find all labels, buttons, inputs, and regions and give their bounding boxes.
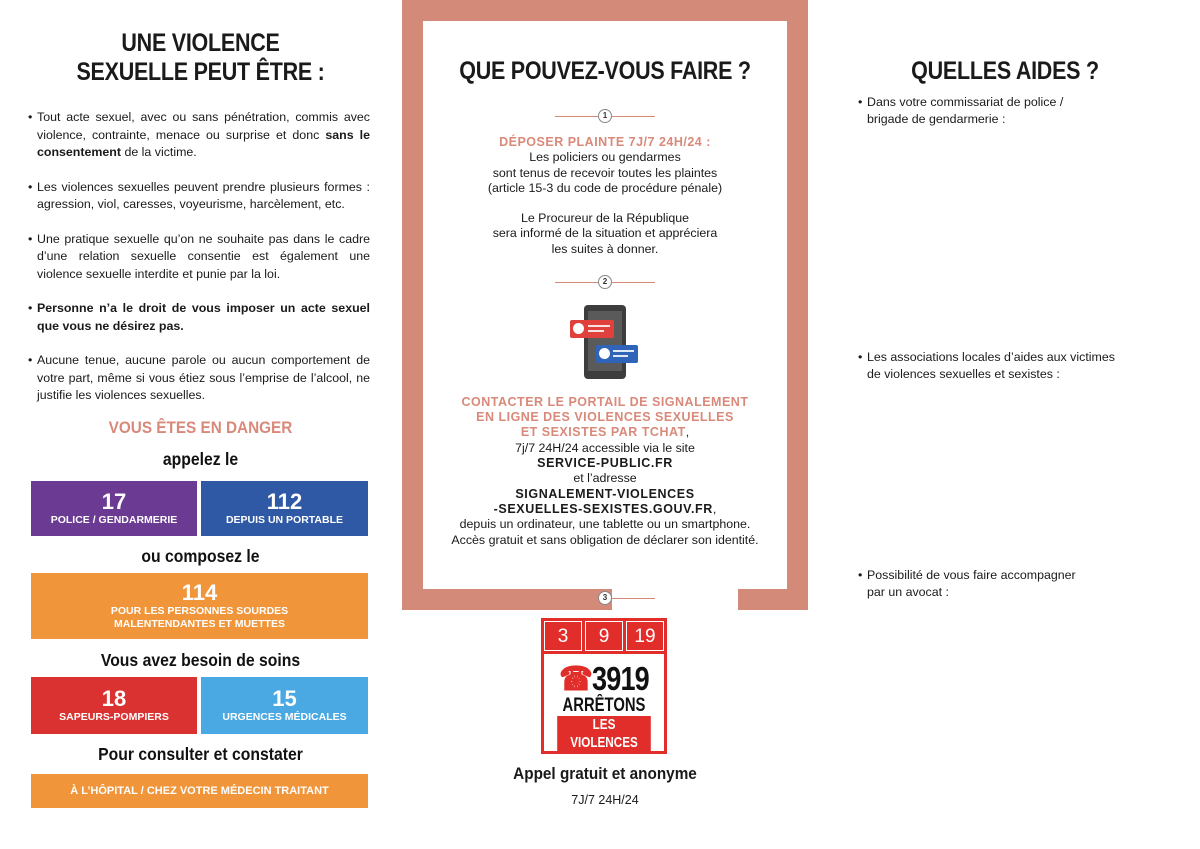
logo-3919 <box>541 618 667 754</box>
step1-text: Le Procureur de la République <box>520 210 690 225</box>
tile-label: POUR LES PERSONNES SOURDES <box>110 605 289 617</box>
step1-text: (article 15-3 du code de procédure pénale) <box>487 181 723 195</box>
step2-heading: EN LIGNE DES VIOLENCES SEXUELLES <box>476 410 734 424</box>
punctuation: , <box>712 501 717 516</box>
tile-number: 112 <box>266 489 303 514</box>
tile-police-17[interactable] <box>31 481 197 536</box>
list-item: • Une pratique sexuelle qu’on ne souhaite pas dans le cadre d’une relation sexuelle consentie est également une violence sexuelle interdite et punie par la loi. <box>28 231 370 284</box>
step1-block <box>423 135 787 257</box>
step1-text: les suites à donner. <box>551 241 659 256</box>
help-text: de violences sexuelles et sexistes : <box>867 367 1060 381</box>
step2-text: Accès gratuit et sans obligation de déclarer son identité. <box>451 532 759 547</box>
step-marker-1 <box>555 109 655 123</box>
logo-slogan: ARRÊTONS <box>562 695 646 716</box>
logo-number-text: 3919 <box>591 660 649 697</box>
list-item: • Personne n’a le droit de vous imposer un acte sexuel que vous ne désirez pas. <box>28 300 370 335</box>
step-number: 1 <box>598 109 612 123</box>
middle-panel-title: QUE POUVEZ-VOUS FAIRE ? <box>459 57 751 85</box>
text-line <box>613 355 628 357</box>
address-link[interactable]: SIGNALEMENT-VIOLENCES <box>515 486 695 501</box>
smartphone-chat-icon <box>584 305 626 379</box>
avatar-icon <box>599 348 610 359</box>
tile-number: 18 <box>101 686 127 711</box>
call-label: appelez le <box>162 449 239 469</box>
consult-label: Pour consulter et constater <box>98 744 303 764</box>
chat-bubble-icon <box>570 320 614 338</box>
tile-label: SAPEURS-POMPIERS <box>59 711 169 723</box>
phone-icon: ☎ <box>559 660 592 697</box>
help-text: • Les associations locales d’aides aux victimes <box>867 350 1115 364</box>
logo-digit: 3 <box>544 621 582 651</box>
logo-digit: 19 <box>626 621 664 651</box>
left-panel-title <box>52 29 349 87</box>
step1-text: Les policiers ou gendarmes <box>529 150 681 164</box>
tile-mobile-112[interactable] <box>201 481 368 536</box>
free-call-label: Appel gratuit et anonyme <box>513 764 697 783</box>
list-item: • Tout acte sexuel, avec ou sans pénétration, commis avec violence, contrainte, menace ou surprise et donc sans le consentement de la victime. <box>28 109 370 162</box>
tile-number: 15 <box>272 686 297 711</box>
text-line <box>588 325 610 327</box>
address-link[interactable]: -SEXUELLES-SEXISTES.GOUV.FR <box>493 501 713 516</box>
step2-text: 7j/7 24H/24 accessible via le site <box>515 440 695 455</box>
compose-label: ou composez le <box>141 546 260 566</box>
tile-label: À L’HÔPITAL / CHEZ VOTRE MÉDECIN TRAITANT <box>70 784 329 797</box>
avatar-icon <box>573 323 584 334</box>
help-item-associations <box>858 349 1178 383</box>
logo-number <box>555 662 653 696</box>
step-marker-3 <box>555 591 655 605</box>
text-line <box>613 350 634 352</box>
spacer <box>423 197 787 211</box>
logo-slogan: LES VIOLENCES <box>557 716 651 752</box>
chat-bubble-icon <box>596 345 638 363</box>
step1-text: sera informé de la situation et appréciera <box>492 226 718 240</box>
step1-heading: DÉPOSER PLAINTE 7J/7 24H/24 : <box>499 135 711 149</box>
logo-body <box>544 654 664 751</box>
danger-heading: VOUS ÊTES EN DANGER <box>108 418 293 437</box>
step-marker-2 <box>555 275 655 289</box>
step2-heading: CONTACTER LE PORTAIL DE SIGNALEMENT <box>461 395 749 409</box>
logo-digit: 9 <box>585 621 623 651</box>
help-item-police <box>858 94 1178 128</box>
help-text: • Possibilité de vous faire accompagner <box>867 568 1076 582</box>
tile-label: URGENCES MÉDICALES <box>222 711 347 723</box>
definition-list <box>28 109 370 422</box>
care-label: Vous avez besoin de soins <box>100 650 301 670</box>
tile-number: 114 <box>181 580 218 605</box>
right-panel-title: QUELLES AIDES ? <box>911 57 1099 85</box>
help-text: brigade de gendarmerie : <box>867 112 1006 126</box>
text-line <box>588 330 604 332</box>
tile-hospital[interactable] <box>31 774 368 808</box>
tile-deaf-114[interactable] <box>31 573 368 639</box>
step1-text: sont tenus de recevoir toutes les plaintes <box>492 165 718 180</box>
logo-digits <box>544 621 664 651</box>
help-item-lawyer <box>858 567 1178 601</box>
help-text: par un avocat : <box>867 585 949 599</box>
step-number: 3 <box>598 591 612 605</box>
step2-block <box>423 395 787 548</box>
hours-label: 7J/7 24H/24 <box>571 793 639 807</box>
site-link[interactable]: SERVICE-PUBLIC.FR <box>537 456 673 470</box>
list-item: • Aucune tenue, aucune parole ou aucun comportement de votre part, même si vous étiez sous l’emprise de l’alcool, ne justifie les violences sexuelles. <box>28 352 370 405</box>
tile-firefighters-18[interactable] <box>31 677 197 734</box>
step2-heading: ET SEXISTES PAR TCHAT <box>520 425 686 439</box>
help-text: • Dans votre commissariat de police / <box>867 95 1064 109</box>
tile-label: DEPUIS UN PORTABLE <box>225 514 344 526</box>
punctuation: , <box>685 425 690 439</box>
tile-medical-15[interactable] <box>201 677 368 734</box>
tile-label: MALENTENDANTES ET MUETTES <box>114 618 285 630</box>
title-line-1: UNE VIOLENCE <box>121 29 280 57</box>
title-line-2: SEXUELLE PEUT ÊTRE : <box>76 58 325 86</box>
tile-label: POLICE / GENDARMERIE <box>50 514 178 526</box>
tile-number: 17 <box>101 489 127 514</box>
step-number: 2 <box>598 275 612 289</box>
step2-text: depuis un ordinateur, une tablette ou un smartphone. <box>459 517 751 531</box>
step2-text: et l’adresse <box>573 471 637 485</box>
list-item: • Les violences sexuelles peuvent prendre plusieurs formes : agression, viol, caresses, voyeurisme, harcèlement, etc. <box>28 179 370 214</box>
